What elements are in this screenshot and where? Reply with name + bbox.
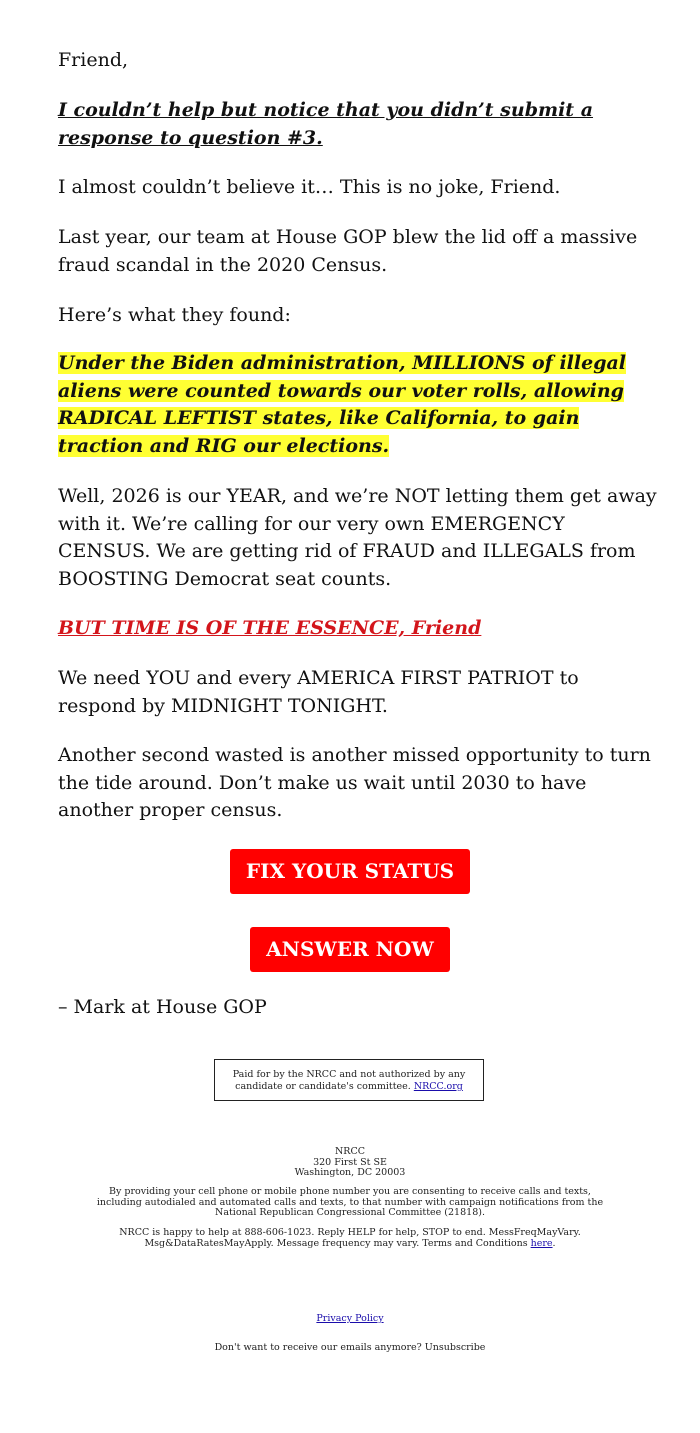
address-block [90,1147,610,1179]
privacy-policy-link[interactable]: Privacy Policy [316,1313,384,1324]
org-name: NRCC [334,1146,365,1157]
highlighted-claim [58,350,658,460]
headline: I couldn’t help but notice that you didn’t submit a response to question #3. [58,99,594,149]
privacy-block [90,1314,610,1325]
address-city: Washington, DC 20003 [294,1167,406,1178]
urgent-line[interactable]: BUT TIME IS OF THE ESSENCE, Friend [58,617,482,639]
disclaimer-text: Paid for by the NRCC and not authorized by any candidate or candidate's committee. [232,1069,466,1092]
signature: – Mark at House GOP [58,996,267,1018]
address-street: 320 First St SE [313,1156,387,1168]
highlight-text: Under the Biden administration, MILLIONS of illegal aliens were counted towards our voter rolls, allowing RADICAL LEFTIST states, like California, to gain traction and RIG our elections. [58,352,627,457]
paragraph-last-year: Last year, our team at House GOP blew the lid off a massive fraud scandal in the 2020 Census. [58,226,638,276]
fix-your-status-button[interactable]: FIX YOUR STATUS [230,849,470,894]
paragraph-disbelief: I almost couldn’t believe it… This is no joke, Friend. [58,176,561,198]
answer-now-button[interactable]: ANSWER NOW [250,927,450,972]
consent-text: By providing your cell phone or mobile phone number you are consenting to receive calls and texts, including autodialed and automated calls and texts, to that number with campaign notifications from the National Republican Congressional Committee (21818). [96,1186,604,1218]
unsubscribe-text[interactable]: Don't want to receive our emails anymore? Unsubscribe [214,1342,486,1353]
help-text-block: NRCC is happy to help at 888-606-1023. Reply HELP for help, STOP to end. MessFreqMayVary. Msg&DataRatesMayApply. Message frequency may vary. Terms and Conditions here. [119,1227,581,1249]
help-text: NRCC is happy to help at 888-606-1023. Reply HELP for help, STOP to end. MessFreqMayVary. Msg&DataRatesMayApply. Message frequency may vary. Terms and Conditions [119,1227,581,1249]
paid-for-disclaimer [214,1059,484,1101]
paragraph-year: Well, 2026 is our YEAR, and we’re NOT letting them get away with it. We’re calling for our very own EMERGENCY CENSUS. We are getting rid of FRAUD and ILLEGALS from BOOSTING Democrat seat counts. [58,485,657,590]
greeting: Friend, [58,49,129,71]
terms-link[interactable]: here [530,1237,553,1249]
paragraph-found: Here’s what they found: [58,304,291,326]
paragraph-wasted: Another second wasted is another missed opportunity to turn the tide around. Don’t make us wait until 2030 to have another proper census. [58,744,651,821]
nrcc-link[interactable]: NRCC.org [413,1081,463,1092]
paragraph-need: We need YOU and every AMERICA FIRST PATRIOT to respond by MIDNIGHT TONIGHT. [58,667,579,717]
